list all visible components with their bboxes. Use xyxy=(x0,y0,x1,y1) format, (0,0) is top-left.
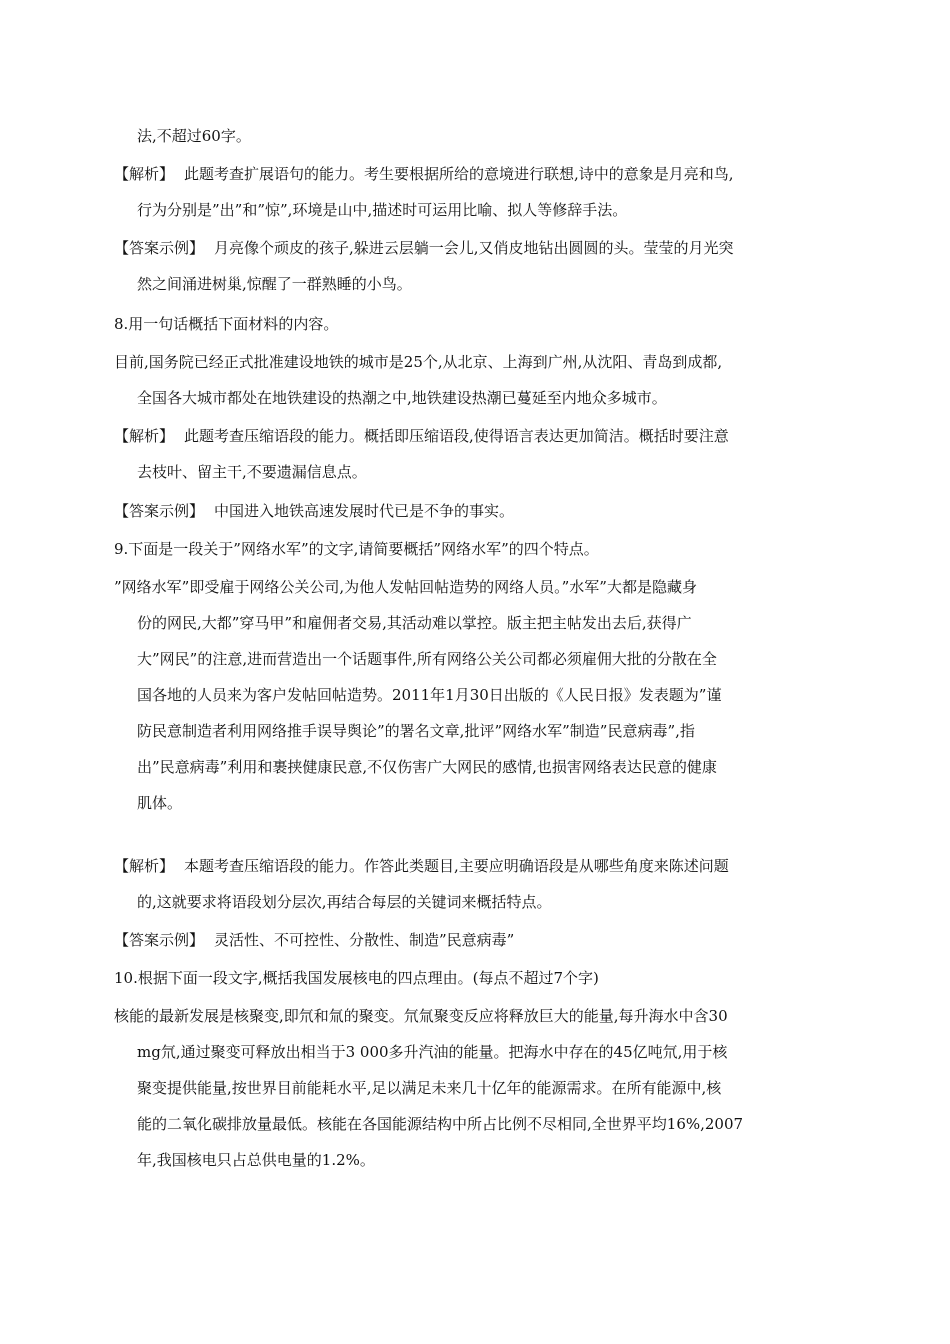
text-line xyxy=(114,531,826,567)
line-text: 能的二氧化碳排放量最低。核能在各国能源结构中所占比例不尽相同,全世界平均16%,2007 xyxy=(137,1115,744,1133)
line-text: 9.下面是一段关于”网络水军”的文字,请简要概括”网络水军”的四个特点。 xyxy=(114,540,599,558)
text-line xyxy=(114,1106,826,1142)
line-text: 全国各大城市都处在地铁建设的热潮之中,地铁建设热潮已蔓延至内地众多城市。 xyxy=(137,389,667,407)
line-text: 去枝叶、留主干,不要遗漏信息点。 xyxy=(137,463,367,481)
line-text: 出”民意病毒”利用和裹挟健康民意,不仅伤害广大网民的感情,也损害网络表达民意的健康 xyxy=(137,758,717,776)
text-line xyxy=(114,493,826,529)
text-line xyxy=(114,998,826,1034)
line-text: 防民意制造者利用网络推手误导舆论”的署名文章,批评”网络水军”制造”民意病毒”,指 xyxy=(137,722,695,740)
line-text: 然之间涌进树巢,惊醒了一群熟睡的小鸟。 xyxy=(137,275,412,293)
q10-material-paragraph xyxy=(114,998,826,1178)
q8-analysis-paragraph xyxy=(114,418,826,490)
line-text: 法,不超过60字。 xyxy=(137,127,251,145)
text-line xyxy=(114,1142,826,1178)
line-text: 份的网民,大都”穿马甲”和雇佣者交易,其活动难以掌控。版主把主帖发出去后,获得广 xyxy=(137,614,692,632)
line-text: 此题考查扩展语句的能力。考生要根据所给的意境进行联想,诗中的意象是月亮和鸟, xyxy=(184,165,734,183)
line-text: ”网络水军”即受雇于网络公关公司,为他人发帖回帖造势的网络人员。”水军”大都是隐藏身 xyxy=(114,578,697,596)
text-line xyxy=(114,156,826,192)
q7-tail-paragraph xyxy=(114,118,826,154)
label-tag: 【答案示例】 xyxy=(114,931,205,949)
line-text: 8.用一句话概括下面材料的内容。 xyxy=(114,315,339,333)
text-line xyxy=(114,1070,826,1106)
text-line xyxy=(114,922,826,958)
text-line xyxy=(114,641,826,677)
q9-title-paragraph xyxy=(114,531,826,567)
text-line xyxy=(114,192,826,228)
text-line xyxy=(114,344,826,380)
q8-material-paragraph xyxy=(114,344,826,416)
label-tag: 【答案示例】 xyxy=(114,502,205,520)
label-tag: 【解析】 xyxy=(114,857,175,875)
q8-title-paragraph xyxy=(114,306,826,342)
line-text: 月亮像个顽皮的孩子,躲进云层躺一会儿,又俏皮地钻出圆圆的头。莹莹的月光突 xyxy=(214,239,734,257)
line-text: 聚变提供能量,按世界目前能耗水平,足以满足未来几十亿年的能源需求。在所有能源中,核 xyxy=(137,1079,722,1097)
text-line xyxy=(114,605,826,641)
line-text: 此题考查压缩语段的能力。概括即压缩语段,使得语言表达更加简洁。概括时要注意 xyxy=(184,427,729,445)
q9-answer-paragraph xyxy=(114,922,826,958)
text-line xyxy=(114,118,826,154)
line-text: 年,我国核电只占总供电量的1.2%。 xyxy=(137,1151,375,1169)
label-tag: 【解析】 xyxy=(114,165,175,183)
text-line xyxy=(114,569,826,605)
q9-analysis-paragraph xyxy=(114,848,826,920)
text-line xyxy=(114,677,826,713)
q8-answer-paragraph xyxy=(114,493,826,529)
text-line xyxy=(114,454,826,490)
line-text: 的,这就要求将语段划分层次,再结合每层的关键词来概括特点。 xyxy=(137,893,552,911)
line-text: 大”网民”的注意,进而营造出一个话题事件,所有网络公关公司都必须雇佣大批的分散在全 xyxy=(137,650,717,668)
line-text: 灵活性、不可控性、分散性、制造”民意病毒” xyxy=(214,931,515,949)
q9-material-paragraph xyxy=(114,569,826,821)
label-tag: 【解析】 xyxy=(114,427,175,445)
line-text: 中国进入地铁高速发展时代已是不争的事实。 xyxy=(214,502,515,520)
line-text: 肌体。 xyxy=(137,794,183,812)
text-line xyxy=(114,306,826,342)
text-line xyxy=(114,713,826,749)
line-text: 核能的最新发展是核聚变,即氘和氚的聚变。氘氚聚变反应将释放巨大的能量,每升海水中含30 xyxy=(114,1007,728,1025)
line-text: 目前,国务院已经正式批准建设地铁的城市是25个,从北京、上海到广州,从沈阳、青岛到成都, xyxy=(114,353,723,371)
text-line xyxy=(114,848,826,884)
text-line xyxy=(114,749,826,785)
line-text: 国各地的人员来为客户发帖回帖造势。2011年1月30日出版的《人民日报》发表题为”谨 xyxy=(137,686,722,704)
text-line xyxy=(114,1034,826,1070)
text-line xyxy=(114,380,826,416)
text-line xyxy=(114,884,826,920)
q7-answer-paragraph xyxy=(114,230,826,302)
line-text: 10.根据下面一段文字,概括我国发展核电的四点理由。(每点不超过7个字) xyxy=(114,969,599,987)
line-text: 行为分别是”出”和”惊”,环境是山中,描述时可运用比喻、拟人等修辞手法。 xyxy=(137,201,628,219)
text-line xyxy=(114,230,826,266)
text-line xyxy=(114,266,826,302)
text-line xyxy=(114,418,826,454)
line-text: mg氘,通过聚变可释放出相当于3 000多升汽油的能量。把海水中存在的45亿吨氘,用于核 xyxy=(137,1043,728,1061)
q7-analysis-paragraph xyxy=(114,156,826,228)
q10-title-paragraph xyxy=(114,960,826,996)
label-tag: 【答案示例】 xyxy=(114,239,205,257)
line-text: 本题考查压缩语段的能力。作答此类题目,主要应明确语段是从哪些角度来陈述问题 xyxy=(184,857,729,875)
text-line xyxy=(114,785,826,821)
text-line xyxy=(114,960,826,996)
